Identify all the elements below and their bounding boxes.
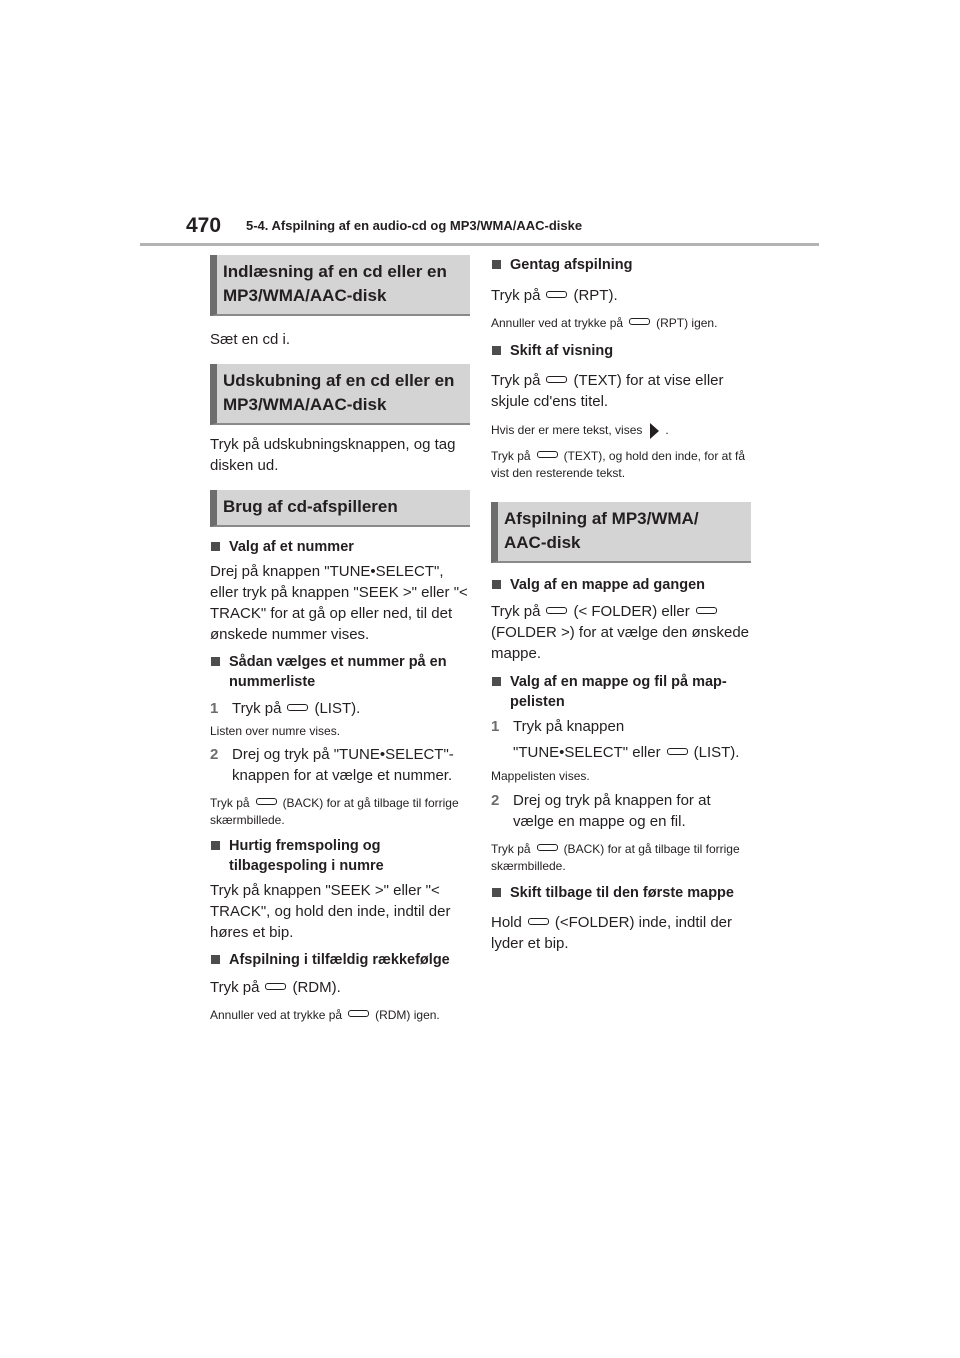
note-list-shown: Listen over numre vises.: [210, 724, 341, 738]
step-number: 2: [210, 746, 219, 763]
button-icon: [537, 844, 558, 851]
header-rule: [140, 243, 819, 246]
right-arrow-icon: [650, 423, 659, 439]
button-icon: [287, 704, 308, 711]
button-icon: [696, 607, 717, 614]
subheading-repeat: Gentag afspilning: [491, 255, 751, 275]
subheading-first-folder: Skift tilbage til den første mappe: [491, 883, 751, 903]
page-number: 470: [186, 214, 222, 237]
paragraph-display: Tryk på (TEXT) for at vise eller skjule cd'ens titel.: [491, 372, 724, 410]
subheading-track-list: Sådan vælges et nummer på en nummerliste: [210, 652, 470, 692]
step-2: 2 Drej og tryk på "TUNE•SELECT"-knappen for at vælge et nummer.: [210, 746, 454, 784]
paragraph-repeat: Tryk på (RPT).: [491, 287, 618, 304]
subheading-folder: Valg af en mappe ad gangen: [491, 575, 751, 595]
step-1: 1 Tryk på knappen: [491, 718, 625, 735]
step-2: 2 Drej og tryk på knappen for at vælge en mappe og en fil.: [491, 792, 711, 830]
button-icon: [537, 451, 558, 458]
paragraph-insert-cd: Sæt en cd i.: [210, 331, 291, 348]
button-icon: [528, 918, 549, 925]
bullet-square-icon: [492, 580, 501, 589]
paragraph-fast-forward: Tryk på knappen "SEEK >" eller "< TRACK", og hold den inde, indtil der høres et bip.: [210, 882, 451, 941]
note-more-text: Hvis der er mere tekst, vises .: [491, 423, 669, 437]
note-random-cancel: Annuller ved at trykke på (RDM) igen.: [210, 1008, 440, 1022]
button-icon: [667, 748, 688, 755]
paragraph-select-track: Drej på knappen "TUNE•SELECT", eller tryk på knappen "SEEK >" eller "< TRACK" for at gå op eller ned, til det ønskede nummer vises.: [210, 563, 468, 643]
subheading-folder-list: Valg af en mappe og fil på map-pelisten: [491, 672, 751, 712]
bullet-square-icon: [492, 346, 501, 355]
bullet-square-icon: [211, 841, 220, 850]
step-number: 1: [491, 718, 500, 735]
bullet-square-icon: [492, 888, 501, 897]
bullet-square-icon: [211, 955, 220, 964]
note-back: Tryk på (BACK) for at gå tilbage til forrige skærmbillede.: [491, 842, 740, 873]
bullet-square-icon: [211, 542, 220, 551]
note-back: Tryk på (BACK) for at gå tilbage til forrige skærmbillede.: [210, 796, 459, 827]
bullet-square-icon: [492, 260, 501, 269]
section-heading-mp3: Afspilning af MP3/WMA/ AAC-disk: [491, 502, 751, 563]
step-1-continued: "TUNE•SELECT" eller (LIST).: [513, 744, 740, 761]
left-column: [210, 255, 470, 1024]
note-hold-text: Tryk på (TEXT), og hold den inde, for at få vist den resterende tekst.: [491, 449, 745, 480]
section-heading-load: Indlæsning af en cd eller en MP3/WMA/AAC-disk: [210, 255, 470, 316]
subheading-fast-forward: Hurtig fremspoling og tilbagespoling i numre: [210, 836, 470, 876]
button-icon: [348, 1010, 369, 1017]
paragraph-eject: Tryk på udskubningsknappen, og tag disken ud.: [210, 436, 456, 474]
step-number: 1: [210, 700, 219, 717]
right-column: [491, 255, 751, 954]
paragraph-random: Tryk på (RDM).: [210, 979, 341, 996]
subheading-random: Afspilning i tilfældig rækkefølge: [210, 950, 470, 970]
button-icon: [256, 798, 277, 805]
button-icon: [546, 376, 567, 383]
section-heading-cd-player: Brug af cd-afspilleren: [210, 490, 470, 527]
paragraph-first-folder: Hold (<FOLDER) inde, indtil der lyder et bip.: [491, 914, 733, 952]
subheading-display: Skift af visning: [491, 341, 751, 361]
button-icon: [546, 607, 567, 614]
paragraph-folder: Tryk på (< FOLDER) eller(FOLDER >) for at vælge den ønskede mappe.: [491, 603, 750, 662]
step-1: 1 Tryk på (LIST).: [210, 700, 361, 717]
running-header: 5-4. Afspilning af en audio-cd og MP3/WMA/AAC-diske: [246, 218, 583, 233]
button-icon: [265, 983, 286, 990]
step-number: 2: [491, 792, 500, 809]
button-icon: [629, 318, 650, 325]
section-heading-eject: Udskubning af en cd eller en MP3/WMA/AAC-disk: [210, 364, 470, 425]
subheading-select-track: Valg af et nummer: [210, 537, 470, 557]
bullet-square-icon: [492, 677, 501, 686]
note-repeat-cancel: Annuller ved at trykke på (RPT) igen.: [491, 316, 718, 330]
bullet-square-icon: [211, 657, 220, 666]
button-icon: [546, 291, 567, 298]
note-folder-list-shown: Mappelisten vises.: [491, 769, 590, 783]
